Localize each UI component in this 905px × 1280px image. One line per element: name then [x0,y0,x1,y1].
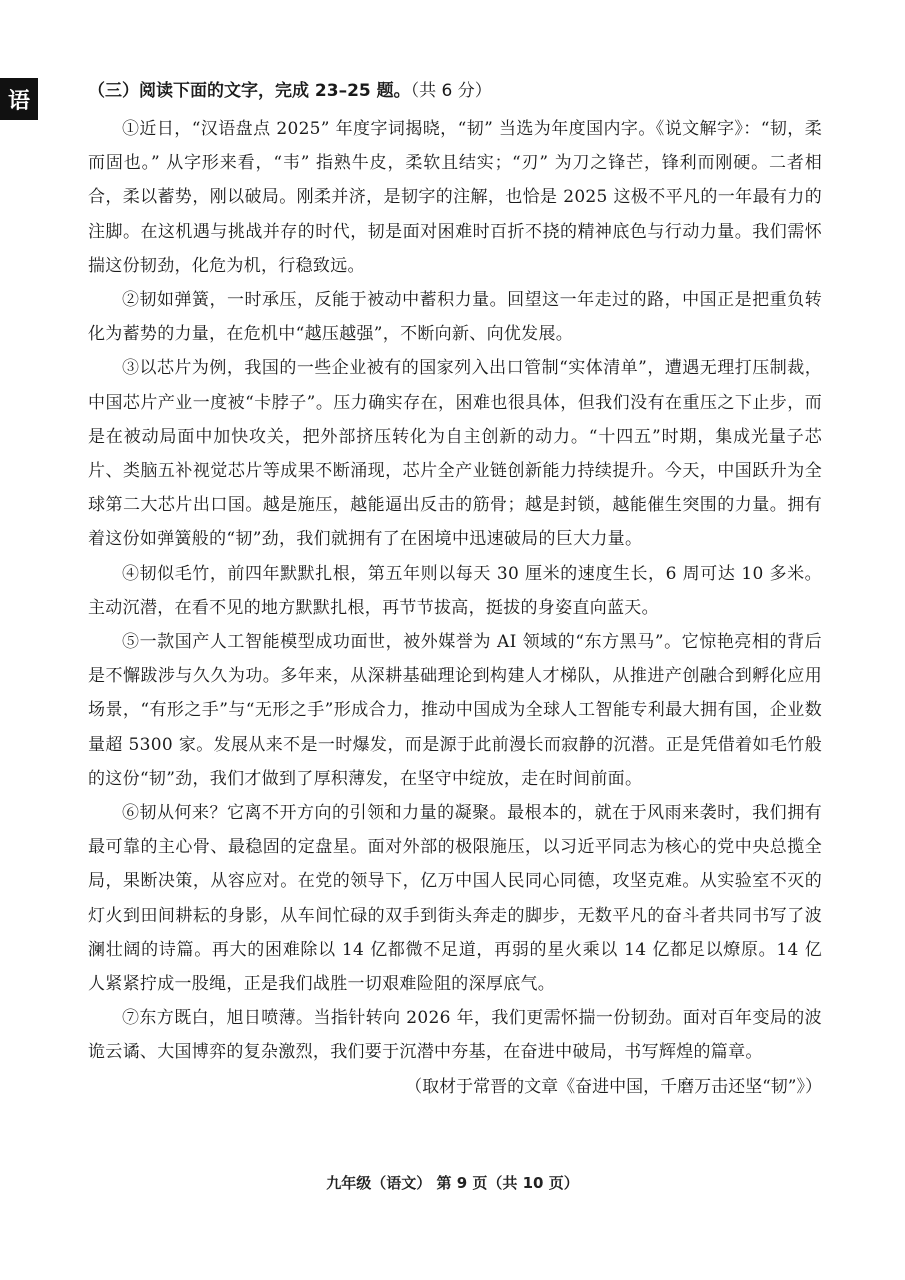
source-citation: （取材于常晋的文章《奋进中国，千磨万击还坚“韧”》） [405,1076,822,1097]
paragraph-6: ⑥韧从何来？它离不开方向的引领和力量的凝聚。最根本的，就在于风雨来袭时，我们拥有最可靠的主心骨、最稳固的定盘星。面对外部的极限施压，以习近平同志为核心的党中央总揽全局，果断决策，从容应对。在党的领导下，亿万中国人民同心同德，攻坚克难。从实验室不灭的灯火到田间耕耘的身影，从车间忙碌的双手到街头奔走的脚步，无数平凡的奋斗者共同书写了波澜壮阔的诗篇。再大的困难除以 14 亿都微不足道，再弱的星火乘以 14 亿都足以燎原。14 亿人紧紧拧成一股绳，正是我们战胜一切艰难险阻的深厚底气。 [88,803,822,995]
subject-tab: 语 [0,78,38,120]
paragraph-1: ①近日，“汉语盘点 2025” 年度字词揭晓，“韧” 当选为年度国内字。《说文解字》：“韧，柔而固也。” 从字形来看，“韦” 指熟牛皮，柔软且结实；“刃” 为刀之锋芒，锋利而刚硬。二者相合，柔以蓄势，刚以破局。刚柔并济，是韧字的注解，也恰是 2025 这极不平凡的一年最有力的注脚。在这机遇与挑战并存的时代，韧是面对困难时百折不挠的精神底色与行动力量。我们需怀揣这份韧劲，化危为机，行稳致远。 [88,119,822,276]
paragraph-4: ④韧似毛竹，前四年默默扎根，第五年则以每天 30 厘米的速度生长，6 周可达 10 多米。主动沉潜，在看不见的地方默默扎根，再节节拔高，挺拔的身姿直向蓝天。 [88,563,822,618]
page-footer: 九年级（语文） 第 9 页（共 10 页） [326,1174,579,1192]
paragraph-5: ⑤一款国产人工智能模型成功面世，被外媒誉为 AI 领域的“东方黑马”。它惊艳亮相的背后是不懈跋涉与久久为功。多年来，从深耕基础理论到构建人才梯队，从推进产创融合到孵化应用场景，“有形之手”与“无形之手”形成合力，推动中国成为全球人工智能专利最大拥有国，企业数量超 5300 家。发展从来不是一时爆发，而是源于此前漫长而寂静的沉潜。正是凭借着如毛竹般的这份“韧”劲，我们才做到了厚积薄发，在坚守中绽放，走在时间前面。 [88,632,822,789]
section-heading-text: （三）阅读下面的文字，完成 23–25 题。 [88,81,411,101]
section-score: （共 6 分） [410,81,492,101]
paragraph-7: ⑦东方既白，旭日喷薄。当指针转向 2026 年，我们更需怀揣一份韧劲。面对百年变局的波诡云谲、大国博弈的复杂激烈，我们要于沉潜中夯基，在奋进中破局，书写辉煌的篇章。 [88,1008,822,1063]
section-heading [88,76,822,106]
paragraph-3: ③以芯片为例，我国的一些企业被有的国家列入出口管制“实体清单”，遭遇无理打压制裁，中国芯片产业一度被“卡脖子”。压力确实存在，困难也很具体，但我们没有在重压之下止步，而是在被动局面中加快攻关，把外部挤压转化为自主创新的动力。“十四五”时期，集成光量子芯片、类脑五补视觉芯片等成果不断涌现，芯片全产业链创新能力持续提升。今天，中国跃升为全球第二大芯片出口国。越是施压，越能逼出反击的筋骨；越是封锁，越能催生突围的力量。拥有着这份如弹簧般的“韧”劲，我们就拥有了在困境中迅速破局的巨大力量。 [88,358,822,550]
reading-section [88,76,822,1104]
paragraph-2: ②韧如弹簧，一时承压，反能于被动中蓄积力量。回望这一年走过的路，中国正是把重负转化为蓄势的力量，在危机中“越压越强”，不断向新、向优发展。 [88,290,822,345]
